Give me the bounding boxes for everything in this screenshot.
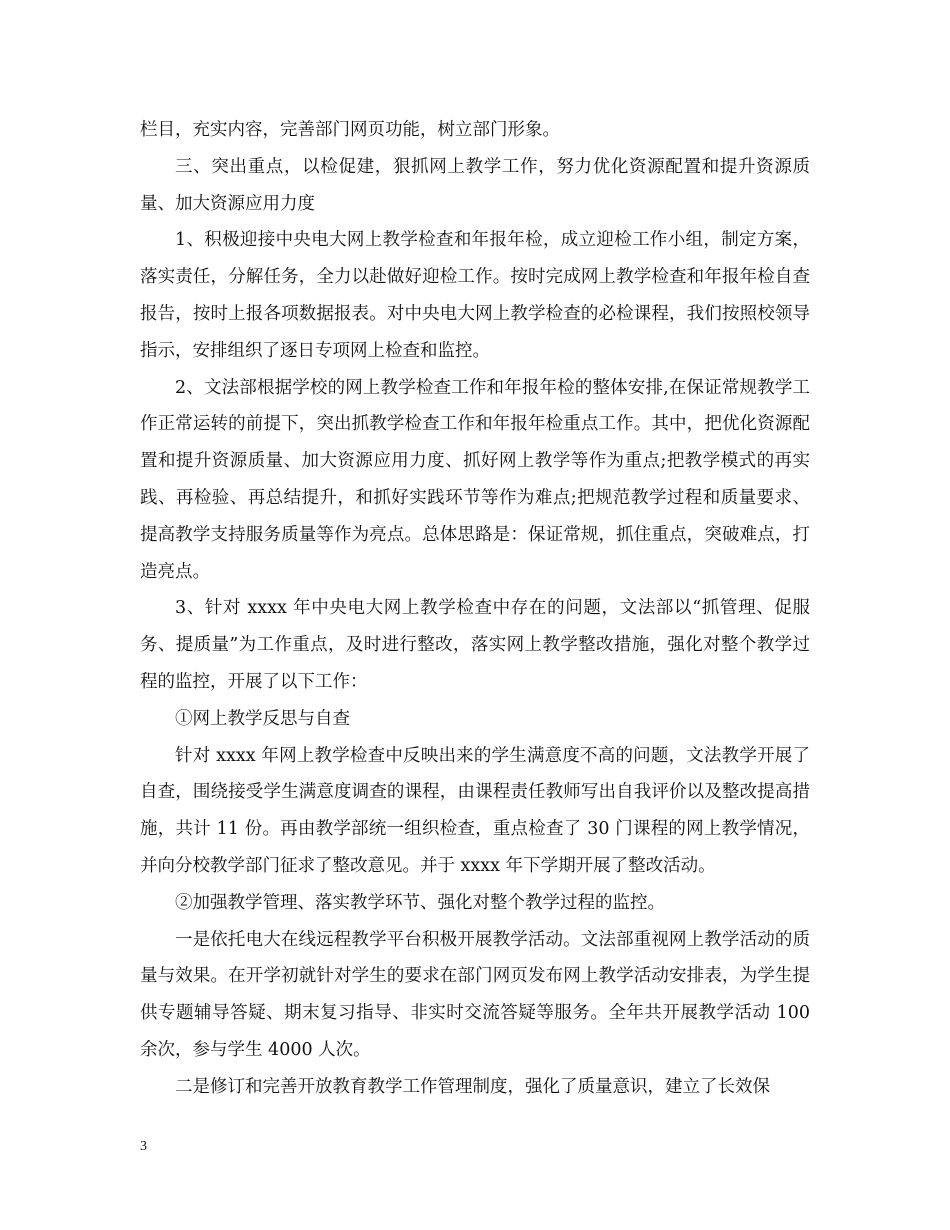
subheading-self-check: ①网上教学反思与自查 xyxy=(175,708,350,729)
section-heading-three: 三、突出重点，以检促建，狠抓网上教学工作，努力优化资源配置和提升资源质量、加大资源应用力度 xyxy=(140,156,810,214)
document-body xyxy=(140,112,810,1106)
page-number: 3 xyxy=(140,1139,147,1154)
paragraph-item-2: 2、文法部根据学校的网上教学检查工作和年报年检的整体安排,在保证常规教学工作正常运转的前提下，突出抓教学检查工作和年报年检重点工作。其中，把优化资源配置和提升资源质量、加大资源应用力度、抓好网上教学等作为重点;把教学模式的再实践、再检验、再总结提升，和抓好实践环节等作为难点;把规范教学过程和质量要求、提高教学支持服务质量等作为亮点。总体思路是：保证常规，抓住重点，突破难点，打造亮点。 xyxy=(140,377,810,582)
paragraph-regulations: 二是修订和完善开放教育教学工作管理制度，强化了质量意识，建立了长效保 xyxy=(175,1076,770,1097)
paragraph-continuation: 栏目，充实内容，完善部门网页功能，树立部门形象。 xyxy=(140,120,560,140)
paragraph-platform: 一是依托电大在线远程教学平台积极开展教学活动。文法部重视网上教学活动的质量与效果。在开学初就针对学生的要求在部门网页发布网上教学活动安排表，为学生提供专题辅导答疑、期末复习指导、非实时交流答疑等服务。全年共开展教学活动 100 余次，参与学生 4000 人次。 xyxy=(140,929,810,1060)
paragraph-self-check: 针对 xxxx 年网上教学检查中反映出来的学生满意度不高的问题，文法教学开展了自查，围绕接受学生满意度调查的课程，由课程责任教师写出自我评价以及整改提高措施，共计 11 份。再由教学部统一组织检查，重点检查了 30 门课程的网上教学情况，并向分校教学部门征求了整改意见。并于 xxxx 年下学期开展了整改活动。 xyxy=(140,745,810,876)
subheading-management: ②加强教学管理、落实教学环节、强化对整个教学过程的监控。 xyxy=(175,892,665,913)
paragraph-item-3: 3、针对 xxxx 年中央电大网上教学检查中存在的问题，文法部以“抓管理、促服务、提质量”为工作重点，及时进行整改，落实网上教学整改措施，强化对整个教学过程的监控，开展了以下工作： xyxy=(140,598,810,692)
paragraph-item-1: 1、积极迎接中央电大网上教学检查和年报年检，成立迎检工作小组，制定方案，落实责任，分解任务，全力以赴做好迎检工作。按时完成网上教学检查和年报年检自查报告，按时上报各项数据报表。对中央电大网上教学检查的必检课程，我们按照校领导指示，安排组织了逐日专项网上检查和监控。 xyxy=(140,230,810,361)
